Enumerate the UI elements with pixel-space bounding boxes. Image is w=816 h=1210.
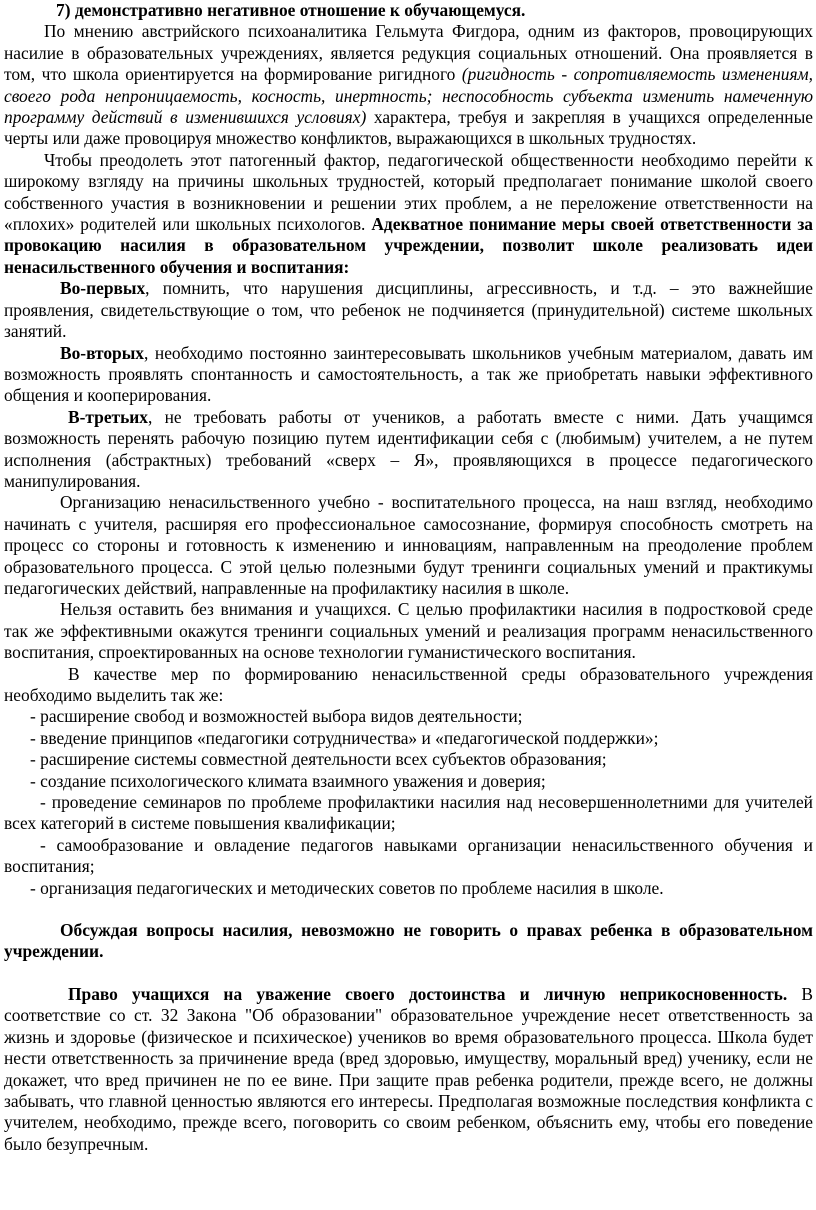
section-heading-7: 7) демонстративно негативное отношение к обучающемуся. — [56, 0, 526, 20]
list-item: - организация педагогических и методических советов по проблеме насилия в школе. — [30, 877, 664, 898]
spacer — [4, 899, 813, 920]
list-item: - введение принципов «педагогики сотрудничества» и «педагогической поддержки»; — [30, 727, 659, 748]
list-item: - создание психологического климата взаимного уважения и доверия; — [30, 770, 546, 791]
list-item: - самообразование и овладение педагогов навыками организации ненасильственного обучения и воспитания; — [4, 834, 813, 877]
paragraph-secondly — [4, 343, 813, 407]
list-item: - проведение семинаров по проблеме профилактики насилия над несовершеннолетними для учителей всех категорий в системе повышения квалификации; — [4, 792, 813, 834]
paragraph-measures-intro: В качестве мер по формированию ненасильственной среды образовательного учреждения необходимо выделить так же: — [4, 663, 813, 705]
thirdly-label: В-третьих — [68, 406, 148, 427]
spacer — [4, 963, 813, 984]
thirdly-text: , не требовать работы от учеников, а работать вместе с ними. Дать учащимся возможность перенять рабочую позицию путем идентификации себя с (любимым) учителем, а не путем исполнения (абстрактных) требований «сверх – Я», проявляющихся в процессе педагогического манипулирования. — [4, 406, 813, 491]
measures-list — [4, 706, 813, 899]
secondly-label: Во-вторых — [60, 342, 144, 363]
dignity-right-title: Право учащихся на уважение своего достоинства и личную неприкосновенность. — [68, 983, 788, 1004]
paragraph-students: Нельзя оставить без внимания и учащихся. С целью профилактики насилия в подростковой среде так же эффективными окажутся тренинги социальных умений и реализация программ ненасильственного воспитания, спроектированных на основе технологии гуманистического воспитания. — [4, 599, 813, 663]
responsibility-statement: Адекватное понимание меры своей ответственности за провокацию насилия в образовательном учреждении, позволит школе реализовать идеи ненасильственного обучения и воспитания: — [4, 214, 813, 277]
paragraph-firstly — [4, 278, 813, 342]
dignity-right-text: В соответствие со ст. 32 Закона "Об образовании" образовательное учреждение несет ответственность за жизнь и здоровье (физическое и психическое) учеников во время образовательного процесса. Школа будет нести ответственность за причинение вреда (вред здоровью, имуществу, моральный вред) ученику, если не докажет, что вред причинен не по ее вине. При защите прав ребенка родители, прежде всего, не должны забывать, что главной ценностью являются его интересы. Предполагая возможные последствия конфликта с учителем, необходимо, прежде всего, поговорить со своим ребенком, объяснить ему, чтобы его поведение было безупречным. — [4, 983, 813, 1154]
firstly-text: , помнить, что нарушения дисциплины, агрессивность, и т.д. – это важнейшие проявления, свидетельствующие о том, что ребенок не подчиняется (принудительной) системе школьных занятий. — [4, 278, 813, 342]
paragraph-teacher-organization: Организацию ненасильственного учебно - воспитательного процесса, на наш взгляд, необходимо начинать с учителя, расширяя его профессиональное самосознание, формируя способность смотреть на процесс со стороны и готовность к изменению и инновациям, направленным на преодоление проблем образовательного процесса. С этой целью полезными будут тренинги социальных умений и практикумы педагогических действий, направленные на профилактику насилия в школе. — [4, 492, 813, 598]
paragraph-child-rights-heading — [4, 920, 813, 963]
firstly-label: Во-первых — [60, 278, 146, 299]
secondly-text: , необходимо постоянно заинтересовывать школьников учебным материалом, давать им возможность проявлять спонтанность и самостоятельность, а так же приобретать навыки эффективного общения и кооперирования. — [4, 342, 813, 406]
paragraph-figdor-text-a: По мнению австрийского психоаналитика Гельмута Фигдора, одним из факторов, провоцирующих насилие в образовательных учреждениях, является редукция социальных отношений. Она проявляется в том, что школа ориентируется на формирование ригидного — [4, 21, 813, 85]
list-item: - расширение системы совместной деятельности всех субъектов образования; — [30, 749, 607, 770]
child-rights-heading-text: Обсуждая вопросы насилия, невозможно не говорить о правах ребенка в образовательном учреждении. — [4, 920, 813, 962]
paragraph-thirdly — [4, 407, 813, 493]
list-item: - расширение свобод и возможностей выбора видов деятельности; — [30, 706, 523, 727]
paragraph-dignity-right — [4, 984, 813, 1155]
rigidity-definition: (ригидность - сопротивляемость изменениям, своего рода непроницаемость, косность, инертность; неспособность субъекта изменить намеченную программу действий в изменившихся условиях) — [4, 64, 813, 128]
paragraph-figdor-text-b: характера, требуя и закрепляя в учащихся определенные черты или даже провоцируя множество конфликтов, выражающихся в школьных трудностях. — [4, 107, 813, 149]
paragraph-pathogenic-factor — [4, 150, 813, 278]
paragraph-figdor — [4, 21, 813, 149]
paragraph-pathogenic-text: Чтобы преодолеть этот патогенный фактор, педагогической общественности необходимо перейти к широкому взгляду на причины школьных трудностей, который предполагает понимание школой своего собственного участия в возникновении и решении этих проблем, а не переложение ответственности на «плохих» родителей или школьных психологов. — [4, 149, 813, 235]
